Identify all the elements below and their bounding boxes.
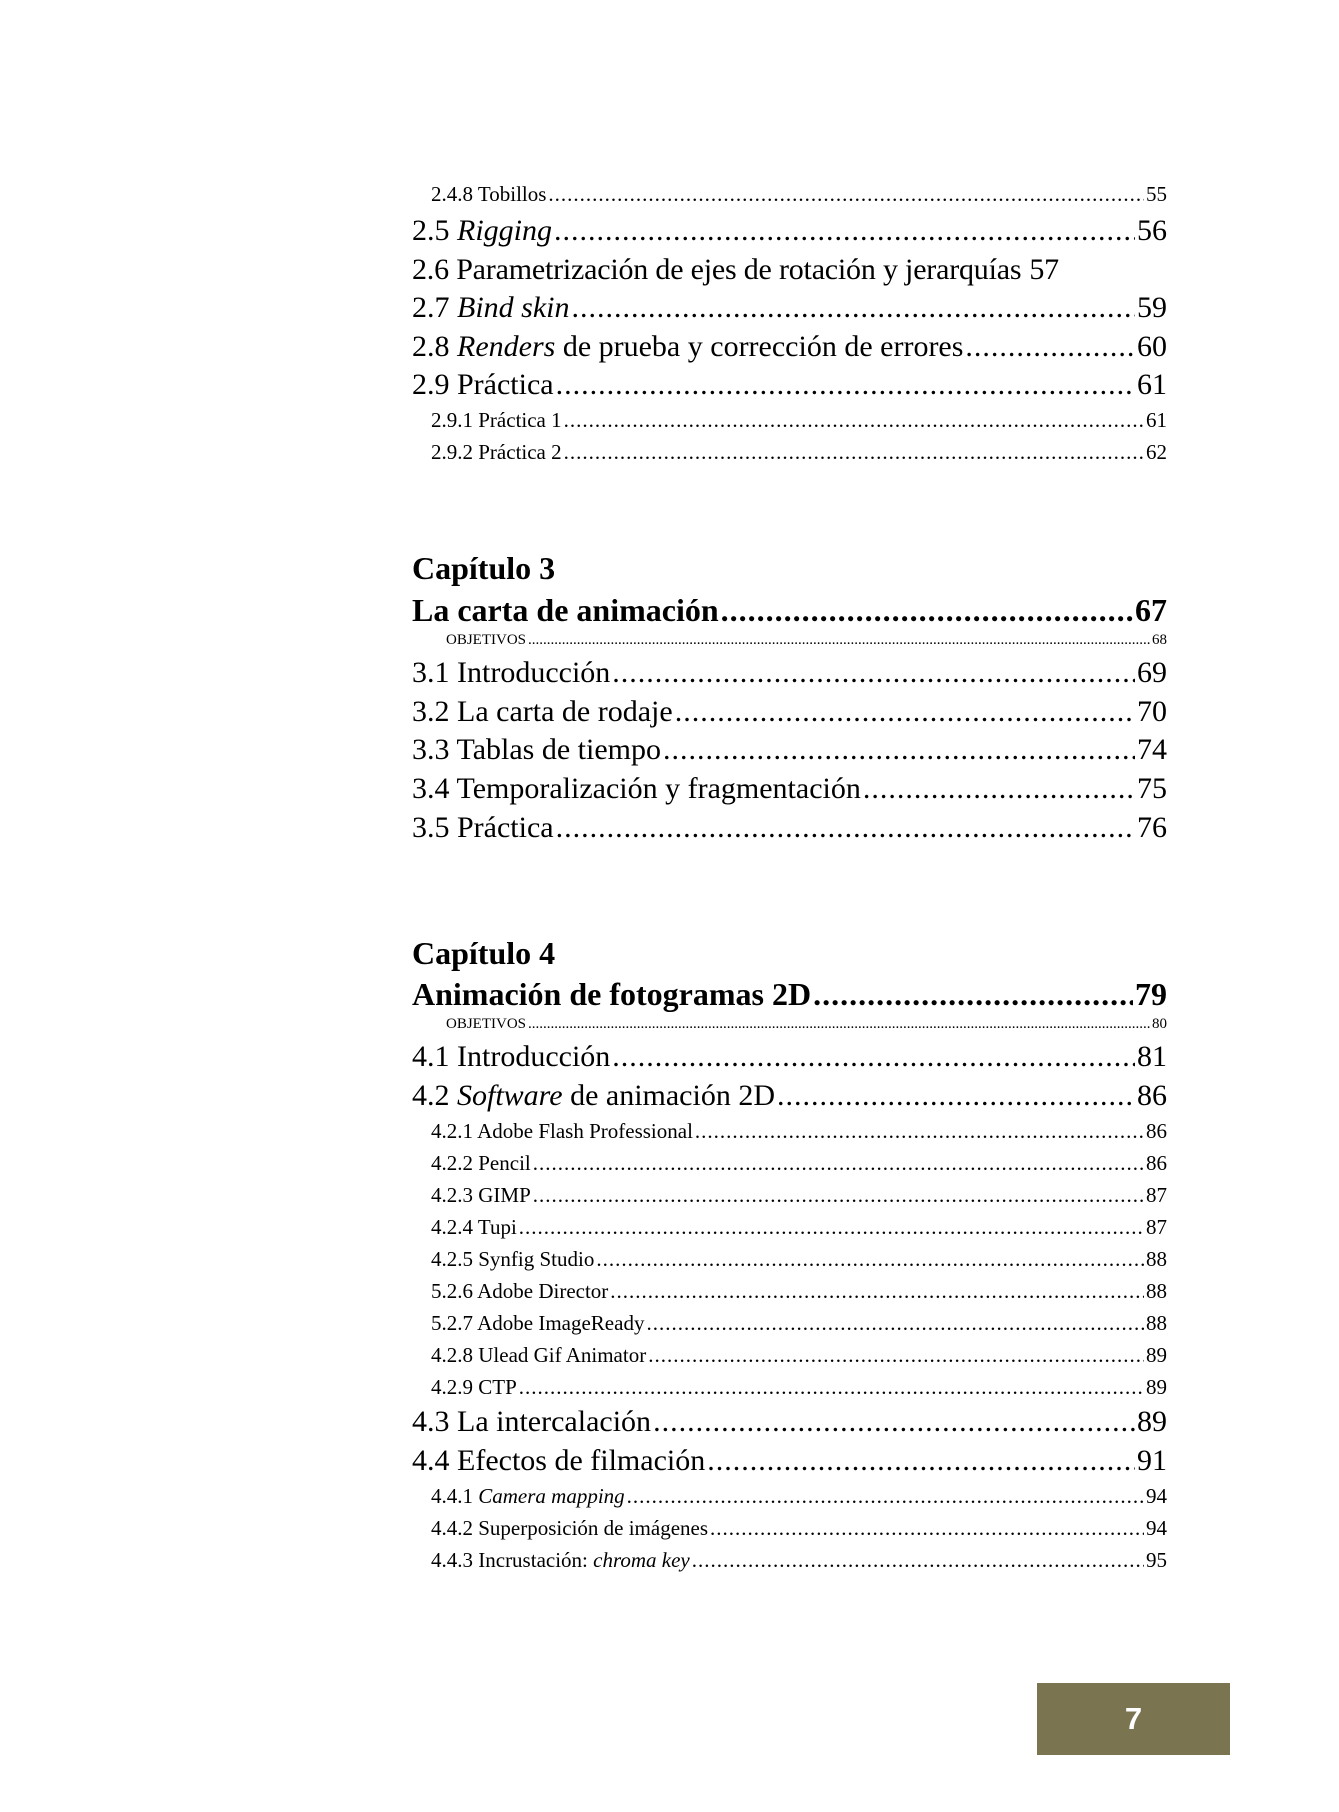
toc-entry-page: 57: [1029, 253, 1059, 286]
toc-leader-dots: [695, 1119, 1144, 1144]
toc-entry-title: 4.4.3 Incrustación: chroma key: [431, 1548, 690, 1572]
toc-leader-dots: [596, 1247, 1144, 1272]
chapter-4-title-entry[interactable]: [412, 976, 1167, 1014]
toc-entry[interactable]: [412, 1405, 1167, 1441]
toc-entry-title: 3.3 Tablas de tiempo: [412, 733, 661, 766]
toc-entry-title: 4.4.2 Superposición de imágenes: [431, 1516, 709, 1540]
toc-entry-title: 2.7 Bind skin: [412, 291, 570, 324]
toc-entry-title: OBJETIVOS: [446, 1016, 527, 1032]
toc-entry[interactable]: [412, 1215, 1167, 1241]
toc-entry-title: 4.2.2 Pencil: [431, 1151, 531, 1175]
toc-entry-title: 5.2.6 Adobe Director: [431, 1279, 609, 1303]
toc-entry-title: 4.2 Software de animación 2D: [412, 1079, 775, 1112]
toc-entry-title: 3.2 La carta de rodaje: [412, 695, 673, 728]
toc-entry-page: 86: [1137, 1079, 1167, 1112]
toc-entry-page: 87: [1146, 1215, 1167, 1239]
toc-entry-page: 91: [1137, 1444, 1167, 1477]
toc-entry-title: 4.3 La intercalación: [412, 1405, 652, 1438]
toc-leader-dots: [528, 1016, 1150, 1033]
toc-entry-page: 89: [1146, 1375, 1167, 1399]
toc-entry[interactable]: [412, 408, 1167, 434]
toc-entry-title: OBJETIVOS: [446, 632, 527, 648]
toc-entry-page: 61: [1137, 368, 1167, 401]
toc-entry-title: Animación de fotogramas 2D: [412, 976, 812, 1012]
toc-entry-title: 2.9.1 Práctica 1: [431, 408, 562, 432]
toc-entry-page: 86: [1146, 1151, 1167, 1175]
toc-leader-dots: [612, 1040, 1135, 1074]
toc-entry[interactable]: [412, 772, 1167, 808]
toc-entry-title: 4.2.1 Adobe Flash Professional: [431, 1119, 693, 1143]
toc-entry-title: 2.9.2 Práctica 2: [431, 440, 562, 464]
toc-entry[interactable]: [412, 253, 1167, 289]
toc-entry-title: 4.4.1 Camera mapping: [431, 1484, 625, 1508]
toc-entry-title: 4.2.3 GIMP: [431, 1183, 531, 1207]
toc-entry-objetivos[interactable]: [412, 1016, 1167, 1034]
toc-entry-page: 60: [1137, 330, 1167, 363]
toc-leader-dots: [564, 440, 1144, 465]
toc-entry[interactable]: [412, 1247, 1167, 1273]
toc-leader-dots: [653, 1405, 1135, 1439]
toc-leader-dots: [533, 1151, 1144, 1176]
toc-leader-dots: [646, 1311, 1144, 1336]
toc-entry[interactable]: [412, 1151, 1167, 1177]
toc-entry[interactable]: [412, 330, 1167, 366]
page-number: 7: [1124, 1701, 1143, 1736]
toc-entry-page: 86: [1146, 1119, 1167, 1143]
toc-entry[interactable]: [412, 811, 1167, 847]
toc-entry-page: 56: [1137, 214, 1167, 247]
toc-entry-page: 61: [1146, 408, 1167, 432]
toc-leader-dots: [710, 1516, 1144, 1541]
page-number-box: [1037, 1683, 1230, 1755]
toc-entry-title: 4.2.8 Ulead Gif Animator: [431, 1343, 647, 1367]
toc-entry[interactable]: [412, 1119, 1167, 1145]
chapter-4-label: Capítulo 4: [412, 935, 556, 971]
toc-leader-dots: [627, 1484, 1144, 1509]
toc-leader-dots: [707, 1444, 1135, 1478]
toc-entry[interactable]: [412, 656, 1167, 692]
toc-entry-title: 4.2.4 Tupi: [431, 1215, 517, 1239]
toc-leader-dots: [863, 772, 1135, 806]
toc-leader-dots: [648, 1343, 1144, 1368]
toc-entry[interactable]: [412, 1279, 1167, 1305]
toc-entry-page: 76: [1137, 811, 1167, 844]
toc-leader-dots: [528, 632, 1150, 649]
toc-entry-page: 88: [1146, 1311, 1167, 1335]
toc-leader-dots: [663, 733, 1135, 767]
toc-leader-dots: [564, 408, 1144, 433]
toc-entry-page: 88: [1146, 1279, 1167, 1303]
toc-entry[interactable]: [412, 1444, 1167, 1480]
toc-entry-page: 88: [1146, 1247, 1167, 1271]
toc-entry-title: 2.5 Rigging: [412, 214, 552, 247]
toc-leader-dots: [556, 368, 1135, 402]
toc-leader-dots: [777, 1079, 1135, 1113]
toc-entry[interactable]: [412, 1343, 1167, 1369]
toc-entry-page: 87: [1146, 1183, 1167, 1207]
toc-entry[interactable]: [412, 214, 1167, 250]
toc-entry-title: 4.1 Introducción: [412, 1040, 611, 1073]
toc-entry-page: 70: [1137, 695, 1167, 728]
toc-leader-dots: [612, 656, 1135, 690]
toc-leader-dots: [610, 1279, 1144, 1304]
toc-entry[interactable]: [412, 1311, 1167, 1337]
toc-entry-page: 95: [1146, 1548, 1167, 1572]
toc-entry-objetivos[interactable]: [412, 632, 1167, 650]
toc-entry-title: 3.4 Temporalización y fragmentación: [412, 772, 861, 805]
toc-entry-title: 2.8 Renders de prueba y corrección de errores: [412, 330, 964, 363]
toc-leader-dots: [548, 182, 1144, 207]
toc-entry-title: 4.2.9 CTP: [431, 1375, 517, 1399]
toc-entry-page: 59: [1137, 291, 1167, 324]
toc-entry-page: 89: [1146, 1343, 1167, 1367]
toc-entry[interactable]: [412, 291, 1167, 327]
toc-entry-title: 4.2.5 Synfig Studio: [431, 1247, 595, 1271]
toc-entry-title: 2.4.8 Tobillos: [431, 182, 547, 206]
toc-entry[interactable]: [412, 440, 1167, 466]
toc-entry[interactable]: [412, 733, 1167, 769]
toc-entry-title: 2.6 Parametrización de ejes de rotación y jerarquías: [412, 253, 1022, 286]
toc-entry[interactable]: [412, 1516, 1167, 1542]
toc-entry[interactable]: [412, 182, 1167, 208]
toc-entry-page: 68: [1152, 632, 1167, 648]
toc-entry[interactable]: [412, 1548, 1167, 1574]
toc-entry-page: 80: [1152, 1016, 1167, 1032]
toc-leader-dots: [533, 1183, 1144, 1208]
toc-entry-page: 67: [1135, 592, 1167, 628]
toc-entry-page: 79: [1135, 976, 1167, 1012]
toc-entry-title: La carta de animación: [412, 592, 719, 628]
toc-entry[interactable]: [412, 1040, 1167, 1076]
toc-entry-page: 89: [1137, 1405, 1167, 1438]
toc-entry-page: 94: [1146, 1516, 1167, 1540]
toc-entry-title: 5.2.7 Adobe ImageReady: [431, 1311, 645, 1335]
toc-leader-dots: [721, 592, 1133, 629]
table-of-contents: [412, 0, 1167, 1812]
toc-entry-page: 55: [1146, 182, 1167, 206]
toc-leader-dots: [675, 695, 1135, 729]
toc-entry[interactable]: [412, 1079, 1167, 1115]
toc-entry-title: 3.5 Práctica: [412, 811, 554, 844]
toc-entry-title: 4.4 Efectos de filmación: [412, 1444, 706, 1477]
toc-entry-title: 2.9 Práctica: [412, 368, 554, 401]
toc-entry[interactable]: [412, 1375, 1167, 1401]
toc-entry-page: 81: [1137, 1040, 1167, 1073]
toc-entry-page: 75: [1137, 772, 1167, 805]
toc-leader-dots: [554, 214, 1135, 248]
toc-leader-dots: [692, 1548, 1144, 1573]
chapter-3-label: Capítulo 3: [412, 550, 556, 586]
toc-entry-page: 69: [1137, 656, 1167, 689]
toc-entry[interactable]: [412, 695, 1167, 731]
toc-entry[interactable]: [412, 1183, 1167, 1209]
toc-leader-dots: [965, 330, 1135, 364]
toc-entry-page: 94: [1146, 1484, 1167, 1508]
toc-entry[interactable]: [412, 368, 1167, 404]
chapter-3-title-entry[interactable]: [412, 592, 1167, 630]
toc-leader-dots: [519, 1215, 1144, 1240]
toc-leader-dots: [572, 291, 1136, 325]
toc-entry-title: 3.1 Introducción: [412, 656, 611, 689]
toc-entry[interactable]: [412, 1484, 1167, 1510]
toc-leader-dots: [519, 1375, 1144, 1400]
toc-leader-dots: [813, 976, 1133, 1013]
toc-entry-page: 74: [1137, 733, 1167, 766]
toc-entry-page: 62: [1146, 440, 1167, 464]
toc-leader-dots: [556, 811, 1135, 845]
